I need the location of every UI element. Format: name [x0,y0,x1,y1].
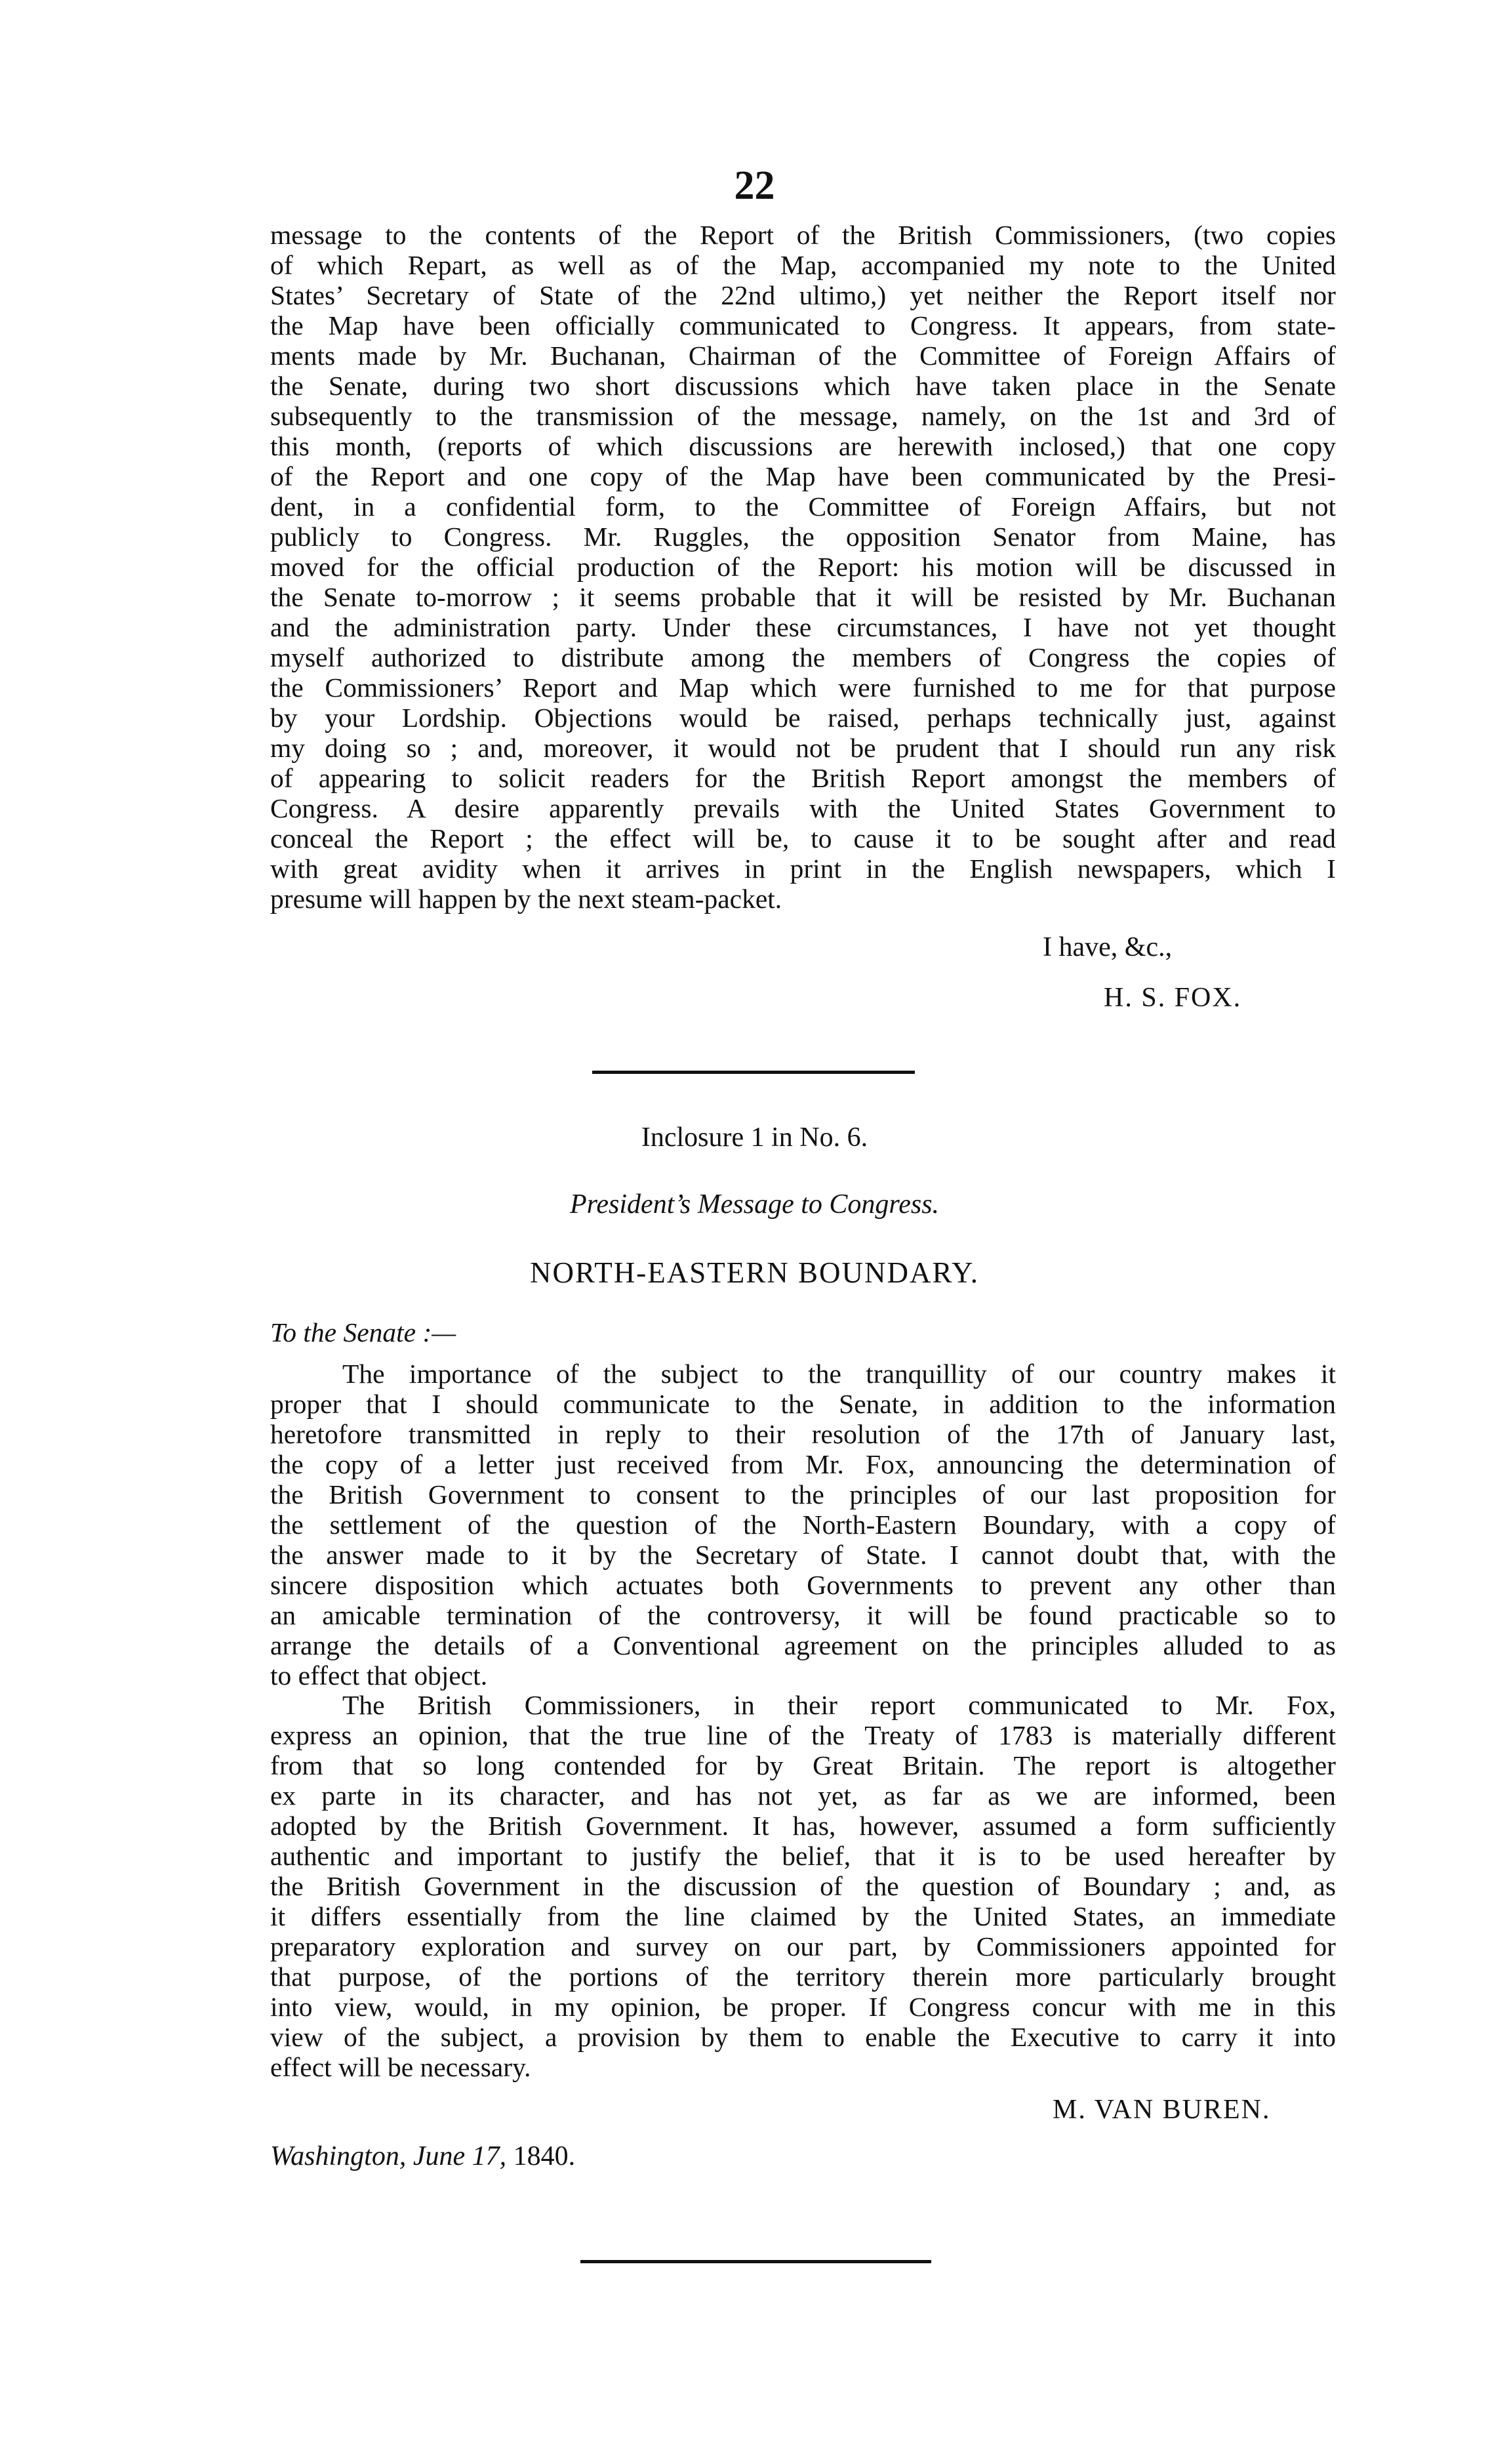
letter-line: the Senate to-morrow ; it seems probable that it will be resisted by Mr. Buchanan [270,582,1336,612]
letter-line: dent, in a confidential form, to the Committee of Foreign Affairs, but not [270,491,1336,522]
paragraph-line: from that so long contended for by Great Britain. The report is altogether [270,1750,1336,1780]
letter-line: ments made by Mr. Buchanan, Chairman of the Committee of Foreign Affairs of [270,340,1336,371]
message-paragraph-2 [270,1690,1336,2082]
letter-line: States’ Secretary of State of the 22nd ultimo,) yet neither the Report itself nor [270,280,1336,310]
paragraph-line: arrange the details of a Conventional agreement on the principles alluded to as [270,1630,1336,1660]
letter-signature: H. S. FOX. [1104,983,1242,1013]
paragraph-line: the British Government to consent to the principles of our last proposition for [270,1479,1336,1509]
paragraph-line: the answer made to it by the Secretary of State. I cannot doubt that, with the [270,1540,1336,1570]
paragraph-line: adopted by the British Government. It has, however, assumed a form sufficiently [270,1811,1336,1841]
letter-line: my doing so ; and, moreover, it would not be prudent that I should run any risk [270,733,1336,763]
dateline-year: 1840. [513,2141,576,2171]
paragraph-line: preparatory exploration and survey on our part, by Commissioners appointed for [270,1931,1336,1961]
dateline-day: June 17, [412,2141,507,2171]
paragraph-line: The importance of the subject to the tranquillity of our country makes it [342,1359,1336,1389]
letter-closing: I have, &c., [1043,932,1173,962]
paragraph-line: an amicable termination of the controversy, it will be found practicable so to [270,1600,1336,1630]
paragraph-line: ex parte in its character, and has not yet, as far as we are informed, been [270,1780,1336,1811]
inclosure-heading: Inclosure 1 in No. 6. [641,1122,868,1153]
paragraph-line: effect will be necessary. [270,2052,531,2082]
letter-line: the Senate, during two short discussions which have taken place in the Senate [270,371,1336,401]
dateline [270,2141,575,2172]
letter-line: subsequently to the transmission of the message, namely, on the 1st and 3rd of [270,401,1336,431]
letter-line: the Commissioners’ Report and Map which were furnished to me for that purpose [270,672,1336,703]
paragraph-line: The British Commissioners, in their report communicated to Mr. Fox, [342,1690,1336,1720]
letter-line: conceal the Report ; the effect will be, to cause it to be sought after and read [270,823,1336,853]
letter-line: Congress. A desire apparently prevails with the United States Government to [270,793,1336,823]
section-divider [592,1071,915,1074]
letter-line: myself authorized to distribute among the members of Congress the copies of [270,642,1336,672]
letter-line: publicly to Congress. Mr. Ruggles, the opposition Senator from Maine, has [270,522,1336,552]
paragraph-line: sincere disposition which actuates both Governments to prevent any other than [270,1570,1336,1600]
letter-line: presume will happen by the next steam-packet. [270,884,782,914]
letter-line: by your Lordship. Objections would be raised, perhaps technically just, against [270,703,1336,733]
message-paragraph-1 [270,1359,1336,1691]
inclosure-title: NORTH-EASTERN BOUNDARY. [529,1256,979,1289]
letter-line: this month, (reports of which discussions are herewith inclosed,) that one copy [270,431,1336,461]
paragraph-line: to effect that object. [270,1660,488,1691]
page-number: 22 [734,163,775,208]
paragraph-line: heretofore transmitted in reply to their resolution of the 17th of January last, [270,1419,1336,1449]
letter-line: of appearing to solicit readers for the British Report amongst the members of [270,763,1336,793]
paragraph-line: into view, would, in my opinion, be proper. If Congress concur with me in this [270,1992,1336,2022]
paragraph-line: express an opinion, that the true line of the Treaty of 1783 is materially different [270,1720,1336,1750]
paragraph-line: view of the subject, a provision by them to enable the Executive to carry it into [270,2022,1336,2052]
salutation: To the Senate :— [270,1317,456,1347]
paragraph-line: that purpose, of the portions of the territory therein more particularly brought [270,1961,1336,1992]
paragraph-line: it differs essentially from the line claimed by the United States, an immediate [270,1901,1336,1931]
paragraph-line: authentic and important to justify the belief, that it is to be used hereafter by [270,1841,1336,1871]
letter-line: of which Repart, as well as of the Map, accompanied my note to the United [270,250,1336,280]
letter-line: with great avidity when it arrives in print in the English newspapers, which I [270,853,1336,884]
paragraph-line: the copy of a letter just received from Mr. Fox, announcing the determination of [270,1449,1336,1479]
dateline-place: Washington, [270,2141,407,2171]
paragraph-line: the settlement of the question of the North-Eastern Boundary, with a copy of [270,1509,1336,1540]
end-divider [580,2260,931,2263]
president-signature: M. VAN BUREN. [1053,2095,1271,2125]
letter-line: of the Report and one copy of the Map have been communicated by the Presi- [270,461,1336,491]
paragraph-line: proper that I should communicate to the Senate, in addition to the information [270,1389,1336,1419]
letter-line: message to the contents of the Report of the British Commissioners, (two copies [270,220,1336,250]
paragraph-line: the British Government in the discussion of the question of Boundary ; and, as [270,1871,1336,1901]
inclosure-subtitle: President’s Message to Congress. [569,1189,940,1220]
letter-line: the Map have been officially communicated to Congress. It appears, from state- [270,310,1336,340]
letter-line: and the administration party. Under these circumstances, I have not yet thought [270,612,1336,642]
letter-line: moved for the official production of the Report: his motion will be discussed in [270,552,1336,582]
letter-body [270,220,1336,914]
